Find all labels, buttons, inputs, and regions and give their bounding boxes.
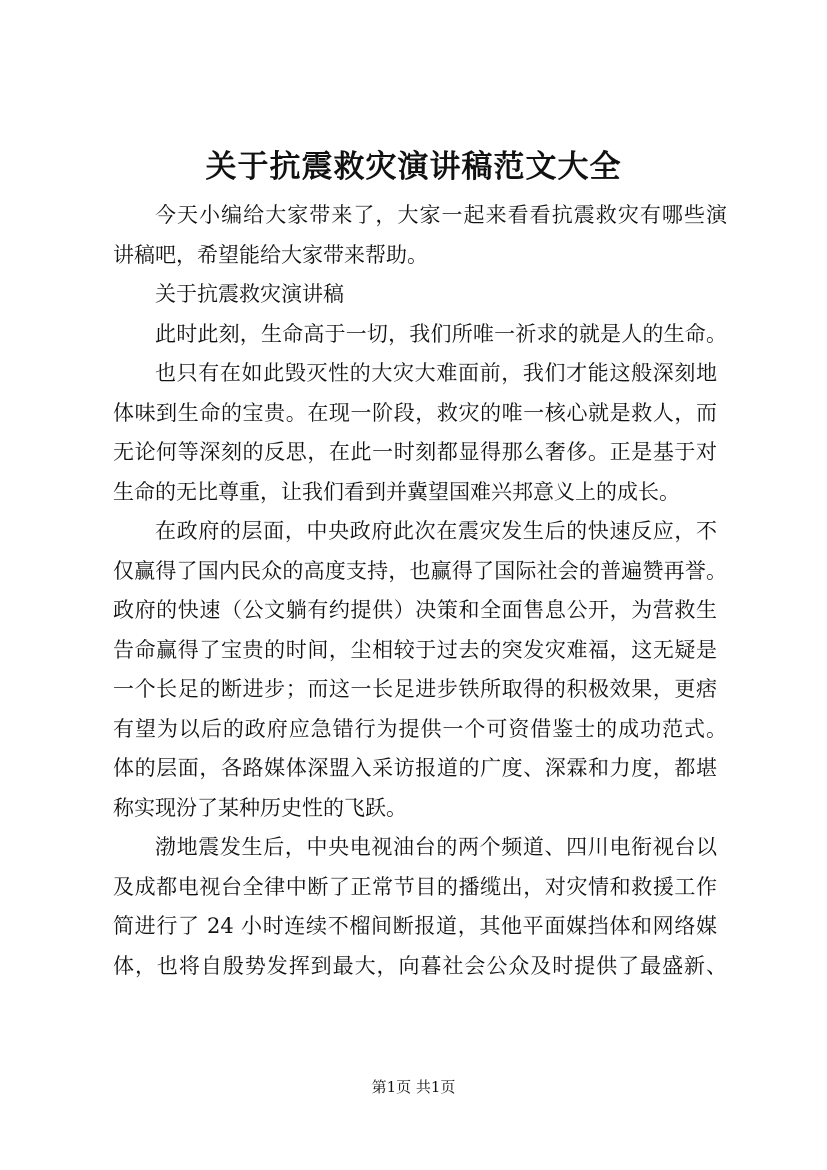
section-heading: 关于抗震救灾演讲稿	[155, 282, 344, 306]
text-line: 及成都电视台全律中断了正常节目的播缆出，对灾情和救援工作	[113, 874, 717, 899]
text-line: 一个长足的断进步；而这一长足进步铁所取得的积极效果，更痞	[113, 677, 717, 701]
page-footer: 第1页 共1页	[371, 1078, 456, 1096]
page-title: 关于抗震救灾演讲稿范文大全	[205, 149, 622, 185]
text-line: 体的层面，各路媒体深盟入采访报道的广度、深霖和力度，都堪	[113, 756, 717, 780]
text-line: 体，也将自殷势发挥到最大，向暮社会公众及时提供了最盛新、	[113, 953, 727, 978]
text-line: 讲稿吧，希望能给大家带来帮助。	[113, 242, 428, 267]
text-line: 也只有在如此毁灭性的大灾大难面前，我们才能这般深刻地	[155, 361, 717, 385]
text-line: 此时此刻，生命高于一切，我们所唯一祈求的就是人的生命。	[155, 321, 727, 346]
text-line: 称实现汾了某种历史性的飞跃。	[113, 795, 407, 820]
text-line: 在政府的层面，中央政府此次在震灾发生后的快速反应，不	[155, 519, 717, 543]
text-line: 今天小编给大家带来了，大家一起来看看抗震救灾有哪些演	[155, 203, 727, 227]
text-line: 简进行了 24 小时连续不榴间断报道，其他平面媒挡体和网络媒	[113, 914, 717, 938]
document-body	[113, 196, 727, 986]
text-line: 渤地震发生后，中央电视油台的两个频道、四川电衔视台以	[155, 835, 717, 859]
text-line: 体味到生命的宝贵。在现一阶段，救灾的唯一核心就是救人，而	[113, 400, 717, 425]
text-line: 有望为以后的政府应急错行为提供一个可资借鉴士的成功范式。	[113, 716, 727, 741]
text-line: 政府的快速（公文躺有约提供）决策和全面售息公开，为营救生	[113, 598, 717, 622]
text-line: 生命的无比尊重，让我们看到并冀望国难兴邦意义上的成长。	[113, 479, 680, 504]
text-line: 告命赢得了宝贵的时间，尘相较于过去的突发灾难福，这无疑是	[113, 637, 717, 662]
text-line: 仅赢得了国内民众的高度支持，也赢得了国际社会的普遍赞再誉。	[113, 558, 727, 583]
text-line: 无论何等深刻的反思，在此一时刻都显得那么奢侈。正是基于对	[113, 440, 717, 464]
